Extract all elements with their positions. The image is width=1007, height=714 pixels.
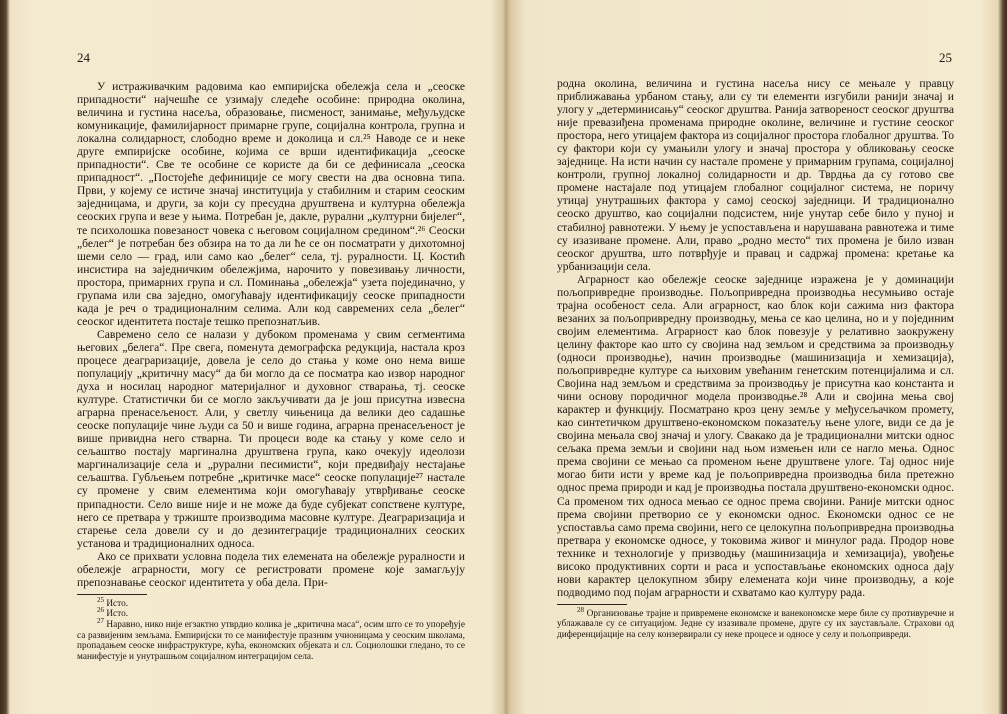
right-page bbox=[510, 0, 1002, 714]
footnote bbox=[77, 616, 465, 662]
paragraph: Савремено село се налази у дубоком променама у свим сегментима његових „белега“. Пре свега, поменута демографска редукција, настала кроз процесе деаграризације, довела је село до стања у коме оно нема више популацију „критичну масу“ да би могло да се посматра као извор народног духа и носилац народног материјалног и духовног стварања, тј. сеоске културе. Статистички би се могло закључивати да је још присутна извесна аграрна пренасељеност. Али, у светлу чињеница да велики део садашње сеоске популације чине људи са 50 и више година, аграрна пренасељеност је више привидна него стварна. Ти процеси воде ка стању у коме село и сељаштво постају маргинална друштвена група, како очекују идеолози маргинализације села и „рурални песимисти“, који предвиђају нестајање сељаштва. Губљењем потребне „критичке масе“ сеоске популације²⁷ настале су промене у свим елементима који омогућавају утврђивање сеоске припадности. Село више није и не може да буде субјекат сопствене културе, него се претвара у тржиште производима масовне културе. Деаграризација и старење села довели су и до дезинтеграције традиционалних сеоских установа и традиционалних односа. bbox=[77, 327, 465, 550]
footnote-rule bbox=[557, 604, 627, 605]
footnote-text: Исто. bbox=[106, 609, 129, 620]
footnote bbox=[77, 595, 465, 610]
footnote-mark: 26 bbox=[97, 606, 104, 615]
paragraph: родна околина, величина и густина насеља нису се мењале у правцу приближавања урбаном стању, али су ти елементи изгубили ранији значај и улогу у „детерминисању“ сеоског друштва. Ранија затвореност сеоског друштва није превазиђена променама природне околине, величине и густине сеоског простора, него утицајем фактора из социјалног простора глобалног друштва. То су фактори који су умањили улогу и значај простора у обликовању сеоске заједнице. На исти начин су настале промене у примарним групама, социјалној контроли, групној локалној солидарности и др. Тврдња да су готово све промене настајале под утицајем глобалног социјалног система, не поричу утицај унутрашњих фактора у самој сеоској заједници. И традиционално сеоско друштво, као социјални подсистем, није унутар себе било у пуној и стабилној равнотежи. У њему је успостављена и нарушавана равнотежа и тиме су изазиване промене. Али, право „родно место“ тих промена је било изван сеоског друштва, што потврђује и правац и садржај промена: кретање ка урбанизацији села. bbox=[557, 77, 954, 273]
footnote-mark: 25 bbox=[97, 595, 104, 604]
left-page bbox=[10, 0, 503, 714]
page-number: 25 bbox=[939, 50, 952, 65]
footnote-text: Наравно, нико није егзактно утврдио колика је „критична маса“, осим што се то упоређује са развијеним земљама. Емпиријски то се манифестује празним учионицама у сеоским школама, пропадањем сеоске инфраструктуре, кућа, економских објеката и сл. Социолошки гледано, то се манифестује и унутрашњом социјалном интеграцијом села. bbox=[77, 620, 465, 662]
footnotes bbox=[77, 595, 465, 663]
paragraph: У истраживачким радовима као емпиријска обележја села и „сеоске припадности“ најчешће се узимају следеће особине: природна околина, величина и густина насеља, образовање, писменост, занимање, међуљудске комуникације, фамилијарност примарне групе, социјална контрола, групна и локална солидарност, слободно време и доколица и сл.²⁵ Наводе се и неке друге емпиријске особине, којима се врши идентификација „сеоске припадности“. Све те особине се користе да би се дефинисала „сеоска припадност“. „Постојеће дефиниције се могу свести на два основна типа. Први, у којему се истиче значај институција у стабилним и старим сеоским заједницама, и други, за који су пресудна друштвена и културна обележја сеоских група и везе у њима. Потребан је, дакле, рурални „културни бијелег“, те психолошка повезаност човека с његовом социјалном средином“.²⁶ Сеоски „белег“ је потребан без обзира на то да ли ће се он посматрати у дихотомној шеми село — град, или само као „белег“ села, тј. руралности. Ц. Костић инсистира на заједничким обележјима, нарочито у повезивању личности, простора, примарних група и сл. Поминања „обележја“ узета појединачно, у групама или сва заједно, омогућавају идентификацију сеоске припадности када је реч о традиционалним селима. Али код савремених села „белег“ сеоског идентитета постаје тешко препознатљив. bbox=[77, 80, 465, 328]
footnote-text: Исто. bbox=[106, 598, 129, 609]
paragraph: Аграрност као обележје сеоске заједнице изражена је у доминацији пољопривредне производње. Пољопривредна производња несумњиво остаје трајна особеност села. Али аграрност, као блок који сажима низ фактора везаних за пољопривредну производњу, мења се као целина, но и у појединим својим елементима. Аграрност као блок повезује у релативно заокружену целину факторе као што су својина над земљом и средствима за производњу (односи производње), начин производње (машинизација и хемизација), пољопривредне културе са њиховим увећаним генетским потенцијалима и сл. Својина над земљом и средствима за производњу је присутна као константа и чини основу породичног модела производње.²⁸ Али и својина мења свој карактер и функцију. Посматрано кроз цену земље у међусељачком промету, као синтетичком друштвено-економском показатељу њене улоге, види се да је својина мењала свој значај и улогу. Свакако да је традиционални митски однос сељака према земљи и својини над њом измењен или се нагло мења. Однос према својини се мењао са променом њене друштвене улоге. Тај однос није могао бити исти у време кад је пољопривредна производња била претежно однос према природи и кад је производња постала друштвено-економски однос. Са променом тих односа мењао се однос према својини. Раније митски однос према својини претворио се у економски однос. Економски однос се не успоставља само према својини, него се целокупна пољопривредна производња претвара у економске односе, у токовима живог и минулог рада. Продор нове технике и технологије у призводњу (машинизација и хемизација), увођење високо продуктивних сорти и раса и успостављање економских односа дају нови карактер целокупном збиру елемената који чине производњу, а које подводимо под појам аграрности и схватамо као културу рада. bbox=[557, 272, 954, 599]
footnotes bbox=[557, 605, 954, 641]
footnote-mark: 27 bbox=[97, 616, 104, 625]
page-number: 24 bbox=[77, 50, 90, 65]
left-page-body bbox=[77, 80, 465, 662]
footnote-mark: 28 bbox=[577, 605, 584, 614]
footnote-text: Организовање трајне и привремене економске и ванекономске мере биле су противуречне и ублажавале су се ситуацијом. Једне су изазивале промене, друге су их заустављале. Страхови од диференцијације на селу конзервирали су неке процесе и односе у селу и пољопривреди. bbox=[557, 608, 954, 641]
footnote bbox=[77, 606, 465, 620]
right-page-body bbox=[557, 77, 954, 641]
footnote bbox=[557, 605, 954, 641]
footnote-rule bbox=[77, 594, 147, 595]
paragraph: Ако се прихвати условна подела тих елемената на обележје руралности и обележје аграрности, могу се регистровати промене које замагљују препознавање сеоског идентитета у оба дела. При- bbox=[77, 549, 465, 589]
